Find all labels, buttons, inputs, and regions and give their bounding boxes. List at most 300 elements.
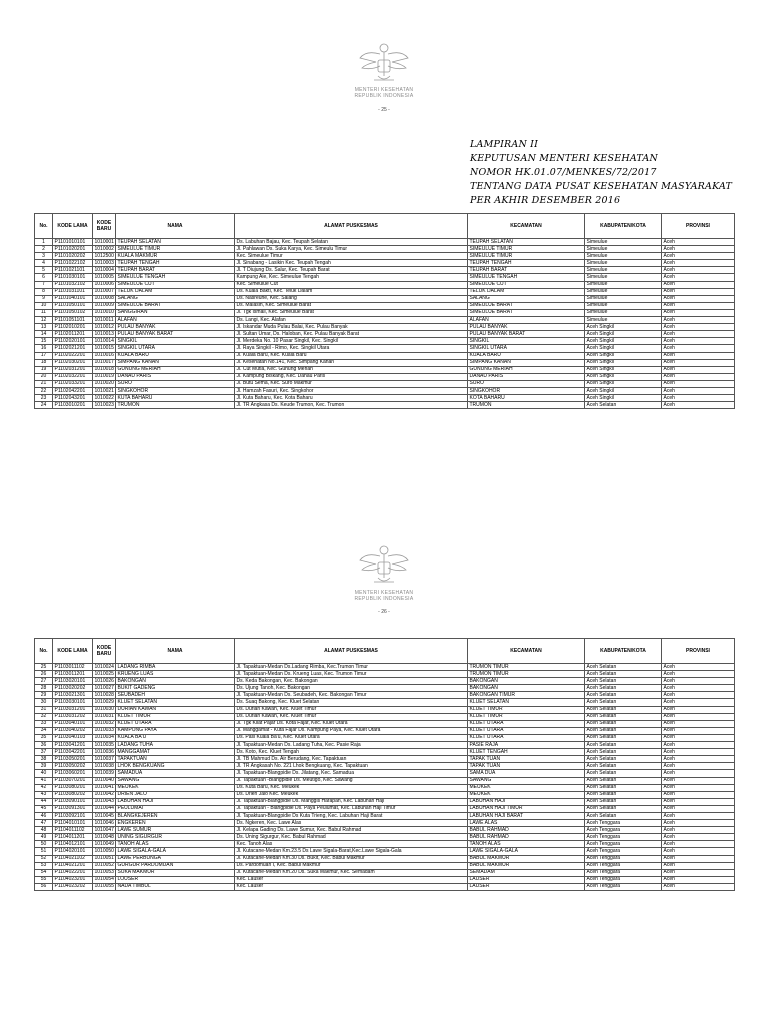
cell-kode-baru: 1010040	[94, 777, 114, 784]
cell-kabupaten: Aceh Selatan	[585, 749, 662, 756]
cell-kecamatan: KLUET TIMUR	[468, 706, 585, 713]
cell-kabupaten: Aceh Tenggara	[585, 883, 662, 890]
table-row	[35, 805, 735, 812]
cell-alamat: Ds. Labuhan Bajau, Kec. Teupah Selatan	[235, 239, 468, 246]
table-row	[35, 734, 735, 741]
cell-kecamatan: SAWANG	[468, 777, 585, 784]
cell-kabupaten: Aceh Selatan	[585, 713, 662, 720]
cell-kode-baru: 1010030	[94, 706, 114, 713]
cell-kabupaten: Simeulue	[585, 246, 662, 253]
cell-provinsi: Aceh	[662, 678, 735, 685]
cell-kabupaten: Aceh Tenggara	[585, 834, 662, 841]
cell-kode-baru: 1010027	[94, 684, 114, 691]
table-row	[35, 345, 735, 352]
cell-alamat: Kec. Simeulue Cut	[235, 281, 468, 288]
cell-alamat: Ds. Kuala Bakti, Kec. Teluk Dalam	[235, 288, 468, 295]
cell-no: 11	[35, 309, 53, 316]
cell-provinsi: Aceh	[662, 699, 735, 706]
cell-provinsi: Aceh	[662, 791, 735, 798]
cell-no: 47	[35, 820, 53, 827]
table-row	[35, 352, 735, 359]
cell-kecamatan: BAKONGAN	[468, 678, 585, 685]
cell-kode-lama: P1101032102	[53, 281, 93, 288]
header-nama: NAMA	[116, 214, 235, 239]
cell-kabupaten: Aceh Selatan	[585, 727, 662, 734]
cell-no: 31	[35, 706, 53, 713]
cell-kode-lama: P1102033201	[53, 380, 93, 387]
cell-kabupaten: Aceh Tenggara	[585, 827, 662, 834]
cell-kecamatan: BAKONGAN	[468, 685, 585, 692]
cell-kecamatan: PULAU BANYAK	[468, 324, 585, 331]
cell-alamat: Jl. TR Angkasah No. 221 Lhok Bengkuang, Kec. Tapaktuan	[235, 763, 468, 770]
cell-kabupaten: Aceh Tenggara	[585, 841, 662, 848]
cell-kode-baru: 1010008	[94, 295, 114, 302]
cell-kode-baru: 1010020	[94, 380, 114, 387]
table-row	[35, 699, 735, 706]
cell-provinsi: Aceh	[662, 338, 735, 345]
cell-provinsi: Aceh	[662, 692, 735, 699]
cell-kode-lama: P1103030101	[53, 699, 93, 706]
table-row	[35, 685, 735, 692]
cell-kode-baru: 1010054	[94, 876, 114, 883]
table-row	[35, 742, 735, 749]
cell-kecamatan: BABUL MAKMUR	[468, 855, 585, 862]
cell-kecamatan: TELUK DALAM	[468, 288, 585, 295]
cell-provinsi: Aceh	[662, 671, 735, 678]
cell-kabupaten: Aceh Tenggara	[585, 855, 662, 862]
cell-kode-lama: P1102043201	[53, 395, 93, 402]
cell-kecamatan: LAUSER	[468, 876, 585, 883]
cell-kecamatan: DANAU PARIS	[468, 373, 585, 380]
cell-kode-baru: 1010048	[94, 833, 114, 840]
cell-kode-baru: 1010034	[94, 734, 114, 741]
table-row	[35, 395, 735, 402]
cell-no: 6	[35, 274, 53, 281]
cell-kode-lama: P1103011102	[53, 664, 93, 671]
garuda-emblem-icon	[358, 540, 410, 588]
cell-nama: TRUMON	[116, 402, 235, 409]
cell-alamat: Jl. Tapaktuan-Blangpidie Ds. Jilatang, Kec. Samadua	[235, 770, 468, 777]
cell-alamat: Kec. Tanoh Alas	[235, 841, 468, 848]
cell-kode-lama: P1102042201	[53, 387, 93, 394]
table-row	[35, 380, 735, 387]
cell-kode-lama: P1102020101	[53, 338, 93, 345]
cell-nama: SUKA MAKMUR	[116, 869, 235, 876]
cell-no: 8	[35, 288, 53, 295]
cell-kabupaten: Simeulue	[585, 281, 662, 288]
table-row	[35, 876, 735, 883]
table-row	[35, 798, 735, 805]
cell-kecamatan: KLUET TENGAH	[468, 749, 585, 756]
cell-kabupaten: Aceh Selatan	[585, 678, 662, 685]
cell-kode-baru: 1010050	[94, 847, 114, 854]
cell-kecamatan: MEUKEK	[468, 784, 585, 791]
cell-provinsi: Aceh	[662, 841, 735, 848]
cell-alamat: Jl. Cut Mutia, Kec. Gunung Meriah	[235, 366, 468, 373]
cell-no: 48	[35, 827, 53, 834]
cell-nama: SINGKIL	[116, 338, 235, 345]
cell-kode-baru: 1010033	[94, 727, 114, 734]
table-row	[35, 749, 735, 756]
cell-alamat: Ds. Pasi Kuala Ba'u, Kec. Kluet Utara	[235, 734, 468, 741]
cell-nama: GUNUNG MERIAH	[116, 366, 235, 373]
table-row	[35, 855, 735, 862]
cell-nama: TEUPAH SELATAN	[116, 239, 235, 246]
table-row	[35, 331, 735, 338]
cell-provinsi: Aceh	[662, 373, 735, 380]
cell-alamat: Jl. Tapaktuan-Medan Ds.Ladang Rimba, Kec.Trumon Timur	[235, 664, 468, 671]
cell-provinsi: Aceh	[662, 749, 735, 756]
cell-no: 3	[35, 253, 53, 260]
cell-kode-lama: P1103092101	[53, 812, 93, 819]
cell-kabupaten: Aceh Selatan	[585, 692, 662, 699]
table-row	[35, 402, 735, 409]
cell-kode-lama: P1101031101	[53, 288, 93, 295]
cell-provinsi: Aceh	[662, 827, 735, 834]
cell-kode-baru: 1010046	[94, 819, 114, 826]
table-row	[35, 317, 735, 324]
table-row	[35, 713, 735, 720]
cell-kabupaten: Aceh Singkil	[585, 345, 662, 352]
cell-no: 27	[35, 678, 53, 685]
cell-provinsi: Aceh	[662, 345, 735, 352]
cell-nama: KLUET SELATAN	[116, 699, 235, 706]
table-row	[35, 883, 735, 890]
cell-alamat: Ds. Uning Sigurgur, Kec. Babul Rahmad	[235, 834, 468, 841]
cell-provinsi: Aceh	[662, 387, 735, 394]
cell-kode-lama: P1102010201	[53, 324, 93, 331]
cell-kecamatan: SIMEULUE BARAT	[468, 309, 585, 316]
cell-alamat: Jl. Sultan Umar, Ds. Haloban, Kec. Pulau Banyak Barat	[235, 331, 468, 338]
cell-kecamatan: SIMPANG KANAN	[468, 359, 585, 366]
cell-kode-baru: 1010043	[94, 798, 114, 805]
cell-kode-lama: P1104021201	[53, 862, 93, 869]
cell-kode-lama: P1103080202	[53, 791, 93, 798]
cell-kecamatan: SIMEULUE TIMUR	[468, 246, 585, 253]
cell-alamat: Jl. TR Angkasa Ds. Keude Trumon, Kec. Trumon	[235, 402, 468, 409]
header-kode-lama: KODE LAMA	[53, 214, 93, 239]
table-row	[35, 260, 735, 267]
cell-no: 40	[35, 770, 53, 777]
cell-kecamatan: KUALA BARU	[468, 352, 585, 359]
cell-provinsi: Aceh	[662, 359, 735, 366]
cell-kode-baru: 1010038	[94, 762, 114, 769]
cell-provinsi: Aceh	[662, 664, 735, 671]
cell-kode-baru: 1010047	[94, 826, 114, 833]
table-row	[35, 671, 735, 678]
cell-kabupaten: Simeulue	[585, 239, 662, 246]
cell-alamat: Jl. Kelapa Gading Ds. Lawe Sumur, Kec. Babul Rahmad	[235, 827, 468, 834]
cell-alamat: Jl. Tapaktuan-Medan Ds. Krueng Luas, Kec. Trumon Timur	[235, 671, 468, 678]
table-row	[35, 727, 735, 734]
cell-alamat: Ds. Durian Kawan, Kec. Kluet Timur	[235, 713, 468, 720]
cell-no: 32	[35, 713, 53, 720]
table-header-row	[35, 639, 735, 664]
table-row	[35, 706, 735, 713]
cell-no: 15	[35, 338, 53, 345]
table-row	[35, 820, 735, 827]
cell-provinsi: Aceh	[662, 331, 735, 338]
cell-alamat: Jl. Tapaktuan-Medan Ds. Seubadeh, Kec. Bakongan Timur	[235, 692, 468, 699]
cell-alamat: Jl. Kutacane-Medan Km.23.5 Ds Lawe Sigala-Barat,Kec.Lawe Sigala-Gala	[235, 848, 468, 855]
cell-nama: SIMEULUE CUT	[116, 281, 235, 288]
cell-alamat: Jl. Raya Singkil - Rimo, Kec. Singkil Utara	[235, 345, 468, 352]
page-number: - 25 -	[378, 107, 390, 113]
cell-provinsi: Aceh	[662, 309, 735, 316]
kop-surat	[300, 590, 468, 602]
cell-kecamatan: LABUHAN HAJI TIMUR	[468, 805, 585, 812]
cell-nama: BUKIT GADENG	[116, 685, 235, 692]
cell-kode-lama: P1104011102	[53, 827, 93, 834]
cell-nama: MEUKEK	[116, 784, 235, 791]
cell-kabupaten: Simeulue	[585, 302, 662, 309]
cell-kabupaten: Aceh Selatan	[585, 777, 662, 784]
cell-kode-baru: 1010037	[94, 755, 114, 762]
cell-kecamatan: SINGKIL	[468, 338, 585, 345]
cell-kode-lama: P1104011201	[53, 834, 93, 841]
cell-nama: BLANGKEJEREN	[116, 812, 235, 819]
cell-kabupaten: Aceh Selatan	[585, 784, 662, 791]
cell-kode-lama: P1103010201	[53, 402, 93, 409]
cell-kecamatan: ALAFAN	[468, 317, 585, 324]
cell-kecamatan: SEMADAM	[468, 869, 585, 876]
cell-provinsi: Aceh	[662, 848, 735, 855]
cell-kode-baru: 1010049	[94, 840, 114, 847]
table-row	[35, 784, 735, 791]
cell-kode-lama: P1104022201	[53, 869, 93, 876]
cell-provinsi: Aceh	[662, 713, 735, 720]
cell-kode-lama: P1103020101	[53, 678, 93, 685]
cell-alamat: Jl. Hamzah Fasuri, Kec. Singkohor	[235, 387, 468, 394]
table-row	[35, 848, 735, 855]
cell-provinsi: Aceh	[662, 770, 735, 777]
cell-nama: KAMPONG PAYA	[116, 727, 235, 734]
cell-kecamatan: PASIE RAJA	[468, 742, 585, 749]
cell-kecamatan: LAWE ALAS	[468, 820, 585, 827]
cell-kode-baru: 1010022	[94, 394, 114, 401]
cell-provinsi: Aceh	[662, 380, 735, 387]
table-row	[35, 274, 735, 281]
cell-nama: LHOK BENGKUANG	[116, 763, 235, 770]
cell-kecamatan: KLUET SELATAN	[468, 699, 585, 706]
cell-nama: KUALA MAKMUR	[116, 253, 235, 260]
cell-no: 33	[35, 720, 53, 727]
cell-kabupaten: Aceh Selatan	[585, 763, 662, 770]
cell-kecamatan: LAWE SIGALA-GALA	[468, 848, 585, 855]
cell-kode-lama: P1103091301	[53, 805, 93, 812]
cell-no: 10	[35, 302, 53, 309]
cell-nama: SIMEULUE BARAT	[116, 302, 235, 309]
cell-kode-baru: 1010039	[94, 769, 114, 776]
header-alamat: ALAMAT PUSKESMAS	[235, 639, 468, 664]
cell-kode-lama: P1104012101	[53, 841, 93, 848]
cell-kecamatan: SURO	[468, 380, 585, 387]
cell-kecamatan: KLUET UTARA	[468, 727, 585, 734]
cell-kode-baru: 1010031	[94, 713, 114, 720]
cell-no: 16	[35, 345, 53, 352]
table-row	[35, 281, 735, 288]
cell-provinsi: Aceh	[662, 812, 735, 819]
cell-kabupaten: Simeulue	[585, 267, 662, 274]
cell-kode-lama: P1103060201	[53, 770, 93, 777]
lampiran-line: PER AKHIR DESEMBER 2016	[470, 195, 621, 206]
cell-provinsi: Aceh	[662, 805, 735, 812]
cell-kecamatan: SALANG	[468, 295, 585, 302]
cell-no: 51	[35, 848, 53, 855]
cell-no: 9	[35, 295, 53, 302]
cell-kecamatan: TANOH ALAS	[468, 841, 585, 848]
table-row	[35, 239, 735, 246]
cell-nama: TEUPAH BARAT	[116, 267, 235, 274]
cell-no: 50	[35, 841, 53, 848]
cell-kecamatan: MEUKEK	[468, 791, 585, 798]
cell-kecamatan: TEUPAH BARAT	[468, 267, 585, 274]
cell-kode-baru: 1010007	[94, 288, 114, 295]
cell-alamat: Jl. Kampung Biskang, Kec. Danau Paris	[235, 373, 468, 380]
lampiran-line: NOMOR HK.01.07/MENKES/72/2017	[470, 167, 657, 178]
cell-kecamatan: LABUHAN HAJI BARAT	[468, 812, 585, 819]
cell-kode-lama: P1104021102	[53, 855, 93, 862]
cell-nama: MANGGAMAT	[116, 749, 235, 756]
cell-nama: DANAU PARIS	[116, 373, 235, 380]
cell-no: 52	[35, 855, 53, 862]
cell-kabupaten: Aceh Tenggara	[585, 862, 662, 869]
cell-kabupaten: Aceh Singkil	[585, 380, 662, 387]
cell-kecamatan: TRUMON TIMUR	[468, 664, 585, 671]
cell-nama: KLUET UTARA	[116, 720, 235, 727]
cell-no: 43	[35, 791, 53, 798]
header-nama: NAMA	[116, 639, 235, 664]
cell-provinsi: Aceh	[662, 763, 735, 770]
cell-kode-baru: 1010006	[94, 281, 114, 288]
header-kode-baru: KODE BARU	[93, 639, 116, 664]
cell-provinsi: Aceh	[662, 855, 735, 862]
cell-kode-lama: P1101030101	[53, 274, 93, 281]
lampiran-line: KEPUTUSAN MENTERI KESEHATAN	[470, 153, 658, 164]
cell-provinsi: Aceh	[662, 281, 735, 288]
cell-kabupaten: Simeulue	[585, 317, 662, 324]
cell-nama: SINGKIL UTARA	[116, 345, 235, 352]
cell-alamat: Kampung Aie, Kec. Simeulue Tengah	[235, 274, 468, 281]
header-provinsi: PROVINSI	[662, 639, 735, 664]
cell-no: 14	[35, 331, 53, 338]
cell-no: 1	[35, 239, 53, 246]
cell-provinsi: Aceh	[662, 246, 735, 253]
cell-alamat: Ds. Ngkeren, Kec. Lawe Alas	[235, 820, 468, 827]
cell-kabupaten: Simeulue	[585, 295, 662, 302]
cell-no: 24	[35, 402, 53, 409]
cell-nama: TANOH ALAS	[116, 841, 235, 848]
cell-kode-baru: 1010052	[94, 862, 114, 869]
table-row	[35, 763, 735, 770]
table-row	[35, 841, 735, 848]
cell-kode-lama: P1103011201	[53, 671, 93, 678]
cell-kode-lama: P1103090101	[53, 798, 93, 805]
cell-alamat: Jl. Sinabang - Lasikin Kec. Teupah Tengah	[235, 260, 468, 267]
header-no: No.	[35, 214, 53, 239]
table-row	[35, 373, 735, 380]
cell-kabupaten: Aceh Singkil	[585, 387, 662, 394]
cell-kabupaten: Aceh Singkil	[585, 395, 662, 402]
cell-kode-lama: P1103040103	[53, 734, 93, 741]
cell-nama: BAKONGAN	[116, 678, 235, 685]
cell-kode-baru: 1010029	[94, 699, 114, 706]
cell-kecamatan: SAMA DUA	[468, 770, 585, 777]
cell-nama: DRIEN JALO	[116, 791, 235, 798]
cell-kode-lama: P1103050202	[53, 763, 93, 770]
cell-kabupaten: Aceh Selatan	[585, 798, 662, 805]
cell-kode-baru: 1010014	[94, 337, 114, 344]
cell-alamat: Jl. Manggamat - Kuta Fajar Ds. Kampung Paya, Kec. Kluet Utara	[235, 727, 468, 734]
cell-kode-baru: 1010001	[94, 238, 114, 245]
cell-kode-baru: 1010042	[94, 791, 114, 798]
cell-kode-lama: P1101010101	[53, 239, 93, 246]
kop-surat	[300, 87, 468, 99]
cell-kabupaten: Simeulue	[585, 309, 662, 316]
table-row	[35, 812, 735, 819]
cell-kode-lama: P1101020202	[53, 253, 93, 260]
kop-line-2: REPUBLIK INDONESIA	[354, 93, 414, 99]
cell-kode-baru: 1010013	[94, 330, 114, 337]
table-row	[35, 267, 735, 274]
cell-kode-baru: 1010017	[94, 359, 114, 366]
table-row	[35, 309, 735, 316]
cell-kecamatan: KLUET TIMUR	[468, 713, 585, 720]
cell-no: 36	[35, 742, 53, 749]
cell-alamat: Jl. Tgk Ismail, Kec. Simeulue Barat	[235, 309, 468, 316]
cell-nama: SINGKOHOR	[116, 387, 235, 394]
cell-no: 44	[35, 798, 53, 805]
cell-nama: PULAU BANYAK BARAT	[116, 331, 235, 338]
cell-kode-lama: P1102032201	[53, 373, 93, 380]
cell-alamat: Jl. Kesehatan No.141, Kec. Simpang Kanan	[235, 359, 468, 366]
cell-alamat: Jl. T Diujung Ds. Salur, Kec. Teupah Barat	[235, 267, 468, 274]
cell-kabupaten: Aceh Selatan	[585, 664, 662, 671]
cell-alamat: Jl. Tapaktuan-Blangpidie Ds Kuta Trieng, Kec. Labuhan Haji Barat	[235, 812, 468, 819]
cell-kode-lama: P1101051101	[53, 317, 93, 324]
cell-kabupaten: Aceh Singkil	[585, 373, 662, 380]
cell-provinsi: Aceh	[662, 352, 735, 359]
cell-alamat: Ds. Suaq Bakong, Kec. Kluet Selatan	[235, 699, 468, 706]
cell-nama: PEULUMAT	[116, 805, 235, 812]
table-row	[35, 720, 735, 727]
cell-provinsi: Aceh	[662, 742, 735, 749]
cell-nama: SAWANG	[116, 777, 235, 784]
cell-nama: SIMEULUE TIMUR	[116, 246, 235, 253]
cell-kode-lama: P1103070201	[53, 777, 93, 784]
cell-kecamatan: TEUPAH SELATAN	[468, 239, 585, 246]
cell-kabupaten: Aceh Singkil	[585, 352, 662, 359]
cell-no: 26	[35, 671, 53, 678]
cell-kabupaten: Aceh Tenggara	[585, 820, 662, 827]
cell-alamat: Ds. Koto, Kec. Kluet Tengah	[235, 749, 468, 756]
cell-kabupaten: Aceh Tenggara	[585, 848, 662, 855]
cell-nama: UNING SIGURGUR	[116, 834, 235, 841]
cell-alamat: Jl. Pahlawan Ds. Suka Karya, Kec. Simeulu Timur	[235, 246, 468, 253]
cell-alamat: Ds. Ujung Tanoh, Kec. Bakongan	[235, 685, 468, 692]
header-no: No.	[35, 639, 53, 664]
cell-kode-baru: 1010045	[94, 812, 114, 819]
cell-no: 35	[35, 734, 53, 741]
cell-provinsi: Aceh	[662, 756, 735, 763]
cell-alamat: Jl. Tapaktuan - Blangpidie Ds. Paya Peulumat, Kec. Labuhan Haji Timur	[235, 805, 468, 812]
cell-nama: NADA TIMBUL	[116, 883, 235, 890]
cell-kode-baru: 1010003	[94, 259, 114, 266]
table-header-row	[35, 214, 735, 239]
cell-kabupaten: Aceh Selatan	[585, 812, 662, 819]
puskesmas-table-page-26	[34, 638, 735, 891]
cell-kabupaten: Aceh Selatan	[585, 742, 662, 749]
